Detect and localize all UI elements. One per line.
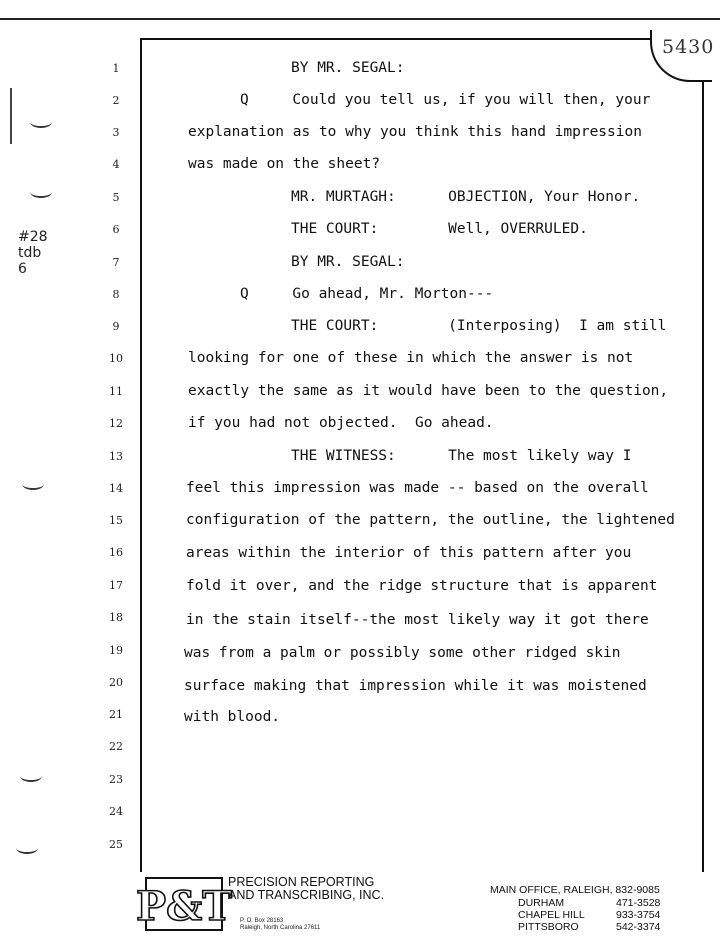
office-phone: 933-3754: [616, 909, 661, 921]
line-number: 21: [109, 708, 123, 721]
transcript-line: BY MR. SEGAL:: [291, 254, 405, 270]
transcript-line: in the stain itself--the most likely way it got there: [186, 612, 649, 628]
transcript-line: Q Could you tell us, if you will then, your: [240, 92, 651, 108]
company-name-line: PRECISION REPORTING: [228, 875, 375, 889]
transcript-line: exactly the same as it would have been to the question,: [188, 383, 669, 399]
line-number: 14: [109, 482, 123, 495]
line-number: 7: [112, 256, 120, 269]
punch-hole-mark: [22, 478, 44, 490]
line-number: 3: [112, 126, 120, 139]
margin-note: 6: [18, 261, 27, 277]
transcript-line: areas within the interior of this pattern after you: [186, 545, 632, 561]
office-name: DURHAM: [518, 897, 565, 909]
po-box: P. O. Box 28163: [240, 918, 284, 924]
office-phone: 471-3528: [616, 897, 661, 909]
company-name: [228, 876, 384, 902]
transcript-line: configuration of the pattern, the outline, the lightened: [186, 512, 675, 528]
line-number: 15: [109, 514, 123, 527]
transcript-line: fold it over, and the ridge structure that is apparent: [186, 578, 658, 594]
office-name: CHAPEL HILL: [518, 909, 585, 921]
company-name-line: AND TRANSCRIBING, INC.: [228, 888, 385, 902]
punch-hole-mark: [30, 116, 52, 128]
line-number: 18: [109, 611, 123, 624]
punch-hole-mark: [30, 186, 52, 198]
line-number: 22: [109, 740, 123, 753]
line-number: 5: [112, 191, 120, 204]
transcript-line: with blood.: [184, 709, 281, 725]
transcript-line: was made on the sheet?: [188, 156, 381, 172]
margin-note: #28: [18, 229, 48, 245]
transcript-line: looking for one of these in which the answer is not: [188, 350, 634, 366]
office-name: PITTSBORO: [518, 921, 579, 933]
line-number: 24: [109, 805, 123, 818]
line-number: 6: [112, 223, 120, 236]
main-office: MAIN OFFICE, RALEIGH, 832-9085: [490, 884, 660, 896]
company-address: [240, 918, 320, 932]
margin-note: tdb: [18, 245, 42, 261]
transcript-line: BY MR. SEGAL:: [291, 60, 405, 76]
transcript-line: Q Go ahead, Mr. Morton---: [240, 286, 494, 302]
top-rule: [0, 18, 720, 20]
transcript-line: surface making that impression while it was moistened: [184, 678, 647, 694]
line-number: 25: [109, 838, 123, 851]
office-row: [518, 909, 660, 921]
transcript-line: MR. MURTAGH: OBJECTION, Your Honor.: [291, 189, 641, 205]
line-number: 9: [112, 320, 120, 333]
office-row: [518, 897, 660, 909]
transcript-line: THE COURT: Well, OVERRULED.: [291, 221, 588, 237]
line-number: 1: [112, 62, 120, 75]
office-row: [518, 921, 660, 933]
punch-hole-mark: [16, 842, 38, 854]
transcript-line: was from a palm or possibly some other ridged skin: [184, 645, 621, 661]
line-number: 11: [109, 385, 123, 398]
line-number: 13: [109, 450, 123, 463]
transcript-line: if you had not objected. Go ahead.: [188, 415, 494, 431]
transcript-line: THE COURT: (Interposing) I am still: [291, 318, 667, 334]
line-number: 8: [112, 288, 120, 301]
office-phone: 542-3374: [616, 921, 661, 933]
line-number: 19: [109, 644, 123, 657]
company-logo: [136, 876, 232, 932]
transcript-line: feel this impression was made -- based on the overall: [186, 480, 649, 496]
transcript-line: explanation as to why you think this hand impression: [188, 124, 642, 140]
line-number: 4: [112, 158, 120, 171]
transcript-line: THE WITNESS: The most likely way I: [291, 448, 632, 464]
margin-bar: [10, 88, 12, 144]
line-number: 2: [112, 94, 120, 107]
city-line: Raleigh, North Carolina 27611: [240, 925, 321, 931]
line-number: 10: [109, 352, 123, 365]
line-number: 23: [109, 773, 123, 786]
office-list: [490, 884, 660, 933]
logo-text: P&T: [136, 883, 232, 930]
punch-hole-mark: [20, 770, 42, 782]
line-number: 20: [109, 676, 123, 689]
line-number: 16: [109, 546, 123, 559]
page-number: 5430: [662, 36, 715, 58]
line-number: 17: [109, 579, 123, 592]
line-number: 12: [109, 417, 123, 430]
